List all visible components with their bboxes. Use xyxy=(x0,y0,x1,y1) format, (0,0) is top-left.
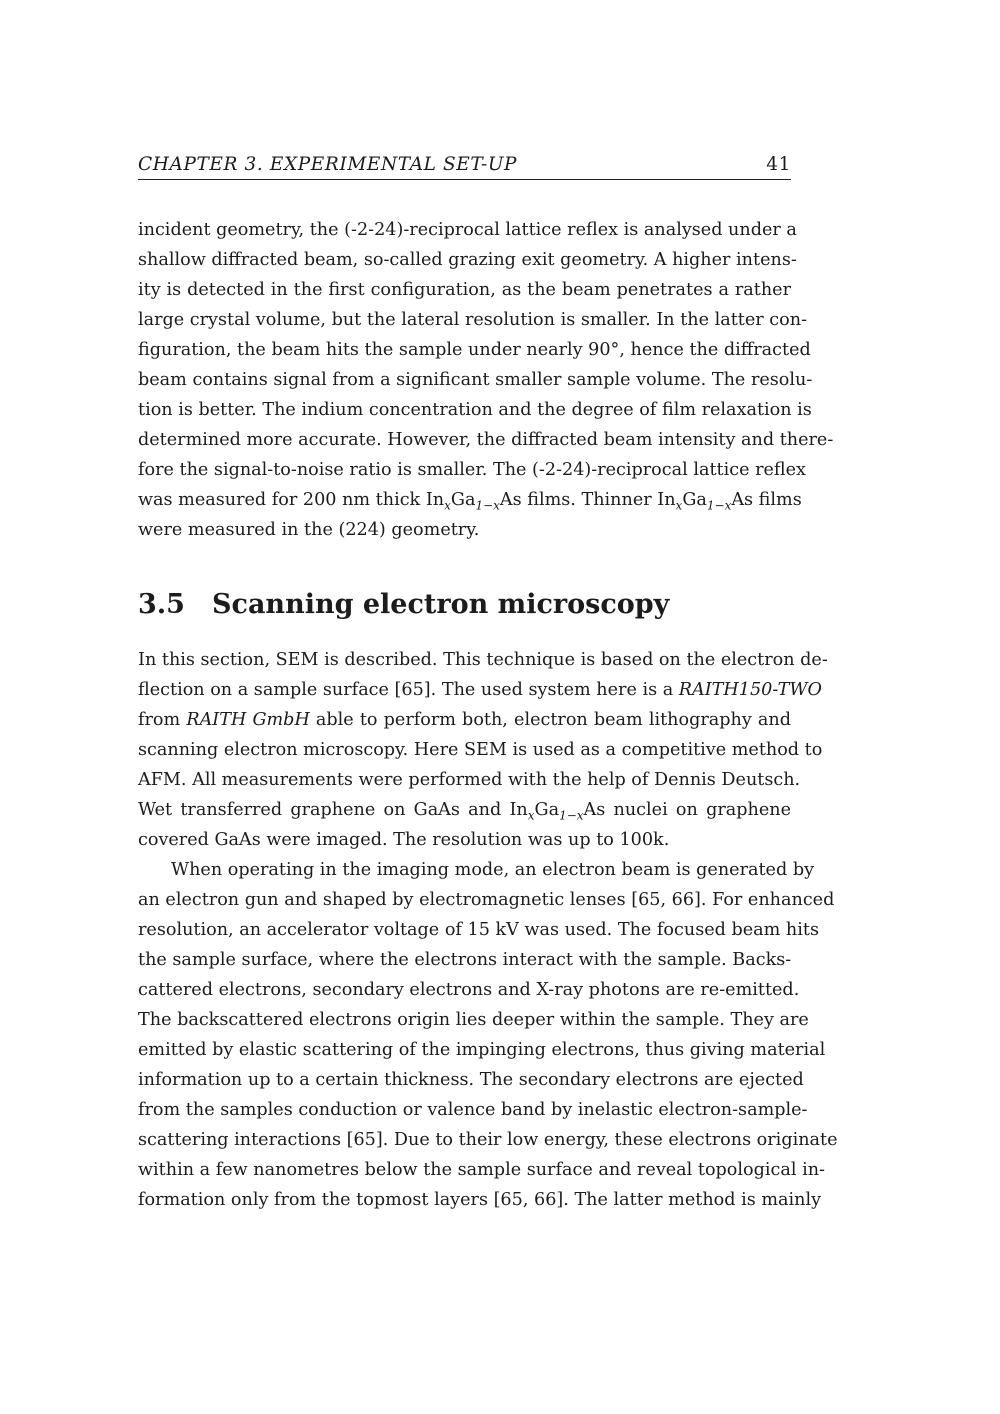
text-line: large crystal volume, but the lateral resolution is smaller. In the latter con- xyxy=(138,310,808,330)
instrument-name: RAITH150-TWO xyxy=(678,680,822,700)
chapter-title: CHAPTER 3. EXPERIMENTAL SET-UP xyxy=(138,154,518,175)
paragraph-sem-intro xyxy=(138,645,828,855)
text-line: covered GaAs were imaged. The resolution was up to 100k. xyxy=(138,830,670,850)
text-line: scattering interactions [65]. Due to their low energy, these electrons originate xyxy=(138,1130,838,1150)
text-line: AFM. All measurements were performed with the help of Dennis Deutsch. xyxy=(138,770,801,790)
text-line: shallow diffracted beam, so-called grazing exit geometry. A higher intens- xyxy=(138,250,797,270)
text-line: information up to a certain thickness. The secondary electrons are ejected xyxy=(138,1070,804,1090)
text-line: within a few nanometres below the sample surface and reveal topological in- xyxy=(138,1160,825,1180)
text-line: determined more accurate. However, the diffracted beam intensity and there- xyxy=(138,430,834,450)
paragraph-sem-imaging xyxy=(138,855,838,1215)
text-line: scanning electron microscopy. Here SEM is used as a competitive method to xyxy=(138,740,823,760)
text-line: ity is detected in the first configuration, as the beam penetrates a rather xyxy=(138,280,791,300)
text-line: an electron gun and shaped by electromagnetic lenses [65, 66]. For enhanced xyxy=(138,890,835,910)
text-line-formula: was measured for 200 nm thick $In_xGa_{1-x}As$ films. Thinner $In_xGa_{1-x}As$ films xyxy=(138,490,802,513)
text-line: emitted by elastic scattering of the impinging electrons, thus giving material xyxy=(138,1040,826,1060)
text-line-formula: Wet transferred graphene on GaAs and $In_xGa_{1-x}As$ nuclei on graphene xyxy=(138,800,791,823)
text-line: from RAITH GmbH able to perform both, electron beam lithography and xyxy=(138,710,792,730)
text-line: beam contains signal from a significant smaller sample volume. The resolu- xyxy=(138,370,813,390)
text-line: incident geometry, the (-2-24)-reciprocal lattice reflex is analysed under a xyxy=(138,220,797,240)
text-line: flection on a sample surface [65]. The used system here is a RAITH150-TWO xyxy=(138,680,822,700)
text-line: When operating in the imaging mode, an electron beam is generated by xyxy=(171,860,815,880)
page-number: 41 xyxy=(766,154,791,175)
text-line: were measured in the (224) geometry. xyxy=(138,520,480,540)
text-line: fore the signal-to-noise ratio is smaller. The (-2-24)-reciprocal lattice reflex xyxy=(138,460,806,480)
text-line: resolution, an accelerator voltage of 15 kV was used. The focused beam hits xyxy=(138,920,819,940)
text-line: the sample surface, where the electrons interact with the sample. Backs- xyxy=(138,950,792,970)
text-line: from the samples conduction or valence band by inelastic electron-sample- xyxy=(138,1100,808,1120)
section-number: 3.5 xyxy=(138,589,185,620)
text-line: tion is better. The indium concentration and the degree of film relaxation is xyxy=(138,400,812,420)
running-header xyxy=(138,151,791,180)
text-line: In this section, SEM is described. This technique is based on the electron de- xyxy=(138,650,828,670)
text-line: formation only from the topmost layers [65, 66]. The latter method is mainly xyxy=(138,1190,822,1210)
text-line: The backscattered electrons origin lies deeper within the sample. They are xyxy=(138,1010,809,1030)
section-heading xyxy=(138,585,791,625)
paragraph-xrd-geometry xyxy=(138,215,834,545)
text-line: cattered electrons, secondary electrons and X-ray photons are re-emitted. xyxy=(138,980,800,1000)
company-name: RAITH GmbH xyxy=(186,710,310,730)
section-title: Scanning electron microscopy xyxy=(212,589,670,620)
text-line: figuration, the beam hits the sample under nearly 90°, hence the diffracted xyxy=(138,340,811,360)
